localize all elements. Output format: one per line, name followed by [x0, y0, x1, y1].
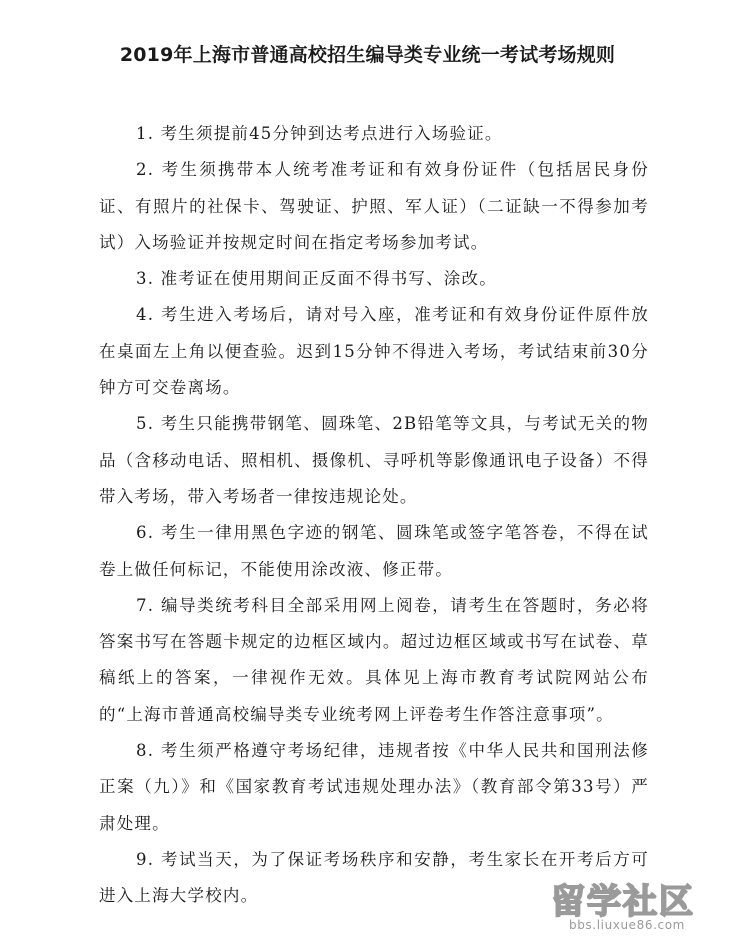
- rule-item: 1. 考生须提前45分钟到达考点进行入场验证。: [136, 124, 503, 143]
- rules-list: [99, 116, 649, 915]
- rule-item: 3. 准考证在使用期间正反面不得书写、涂改。: [136, 269, 497, 289]
- rule-item: 2. 考生须携带本人统考准考证和有效身份证件（包括居民身份证、有照片的社保卡、驾驶证、护照、军人证）（二证缺一不得参加考试）入场验证并按规定时间在指定考场参加考试。: [99, 160, 649, 252]
- rule-item: 8. 考生须严格遵守考场纪律，违规者按《中华人民共和国刑法修正案（九）》和《国家教育考试违规处理办法》（教育部令第33号）严肃处理。: [99, 741, 649, 833]
- rule-item: 6. 考生一律用黑色字迹的钢笔、圆珠笔或签字笔答卷，不得在试卷上做任何标记，不能使用涂改液、修正带。: [99, 523, 649, 579]
- rule-item: 5. 考生只能携带钢笔、圆珠笔、2B铅笔等文具，与考试无关的物品（含移动电话、照相机、摄像机、寻呼机等影像通讯电子设备）不得带入考场，带入考场者一律按违规论处。: [99, 414, 649, 506]
- watermark-logo: 留学社区: [551, 882, 695, 922]
- watermark-url: bbs.liuxue86.com: [569, 918, 685, 932]
- rule-item: 7. 编导类统考科目全部采用网上阅卷，请考生在答题时，务必将答案书写在答题卡规定的边框区域内。超过边框区域或书写在试卷、草稿纸上的答案，一律视作无效。具体见上海市教育考试院网站公布的“上海市普通高校编导类专业统考网上评卷考生作答注意事项”。: [99, 595, 649, 724]
- rule-item: 4. 考生进入考场后，请对号入座，准考证和有效身份证件原件放在桌面左上角以便查验。迟到15分钟不得进入考场，考试结束前30分钟方可交卷离场。: [99, 305, 649, 398]
- document-title: 2019年上海市普通高校招生编导类专业统一考试考场规则: [119, 44, 616, 66]
- rule-item: 9. 考试当天，为了保证考场秩序和安静，考生家长在开考后方可进入上海大学校内。: [99, 849, 649, 906]
- site-watermark: [551, 874, 721, 936]
